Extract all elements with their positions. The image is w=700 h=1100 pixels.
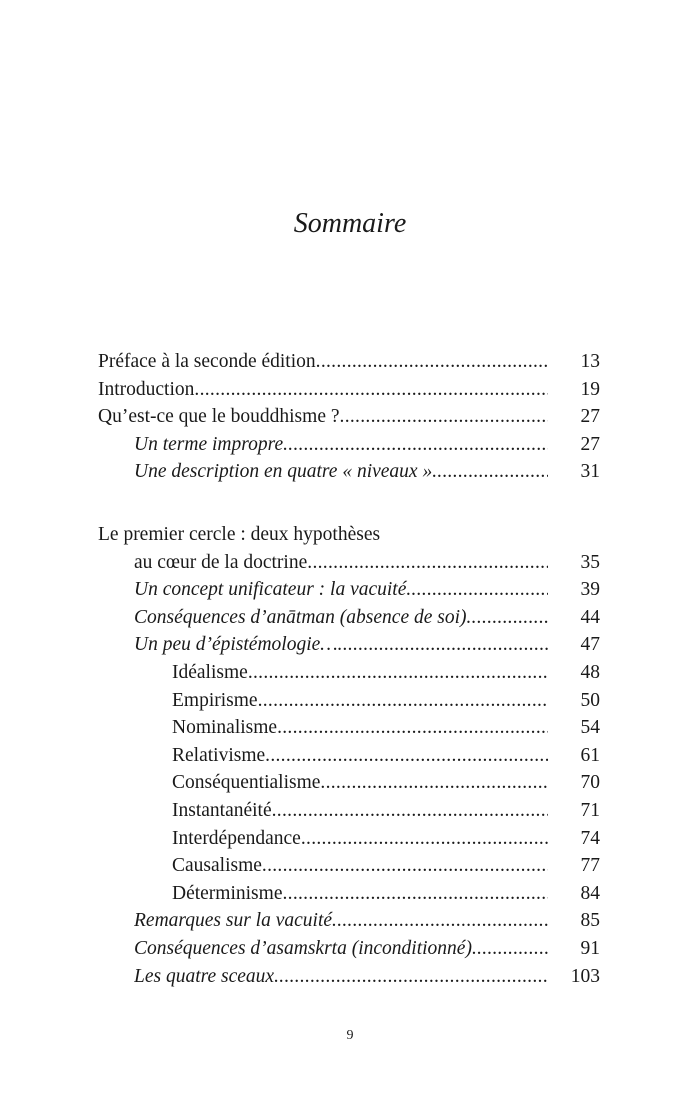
toc-entry-title: Nominalisme bbox=[172, 717, 278, 739]
toc-entry bbox=[0, 797, 700, 825]
toc-entry bbox=[0, 604, 700, 632]
toc-entry bbox=[0, 742, 700, 770]
toc-entry-page: 27 bbox=[580, 406, 600, 428]
toc-entry-page: 50 bbox=[580, 689, 600, 711]
toc-entry-page: 74 bbox=[580, 827, 600, 849]
toc-entry-title: Conséquences d’anātman (absence de soi) bbox=[134, 606, 467, 628]
toc-section-1 bbox=[0, 348, 700, 486]
toc-entry-title: Un concept unificateur : la vacuité bbox=[134, 579, 407, 601]
toc-entry-page: 35 bbox=[580, 551, 600, 573]
dot-leader bbox=[340, 403, 548, 431]
toc-entry bbox=[0, 576, 700, 604]
toc-entry-leader bbox=[98, 376, 548, 404]
toc-entry-title: Interdépendance bbox=[172, 827, 301, 849]
toc-entry bbox=[0, 348, 700, 376]
toc-entry bbox=[0, 431, 700, 459]
toc-entry bbox=[0, 403, 700, 431]
toc-entry bbox=[0, 769, 700, 797]
toc-entry-leader bbox=[134, 631, 548, 659]
toc-entry-page: 61 bbox=[580, 744, 600, 766]
toc-entry-title: Idéalisme bbox=[172, 661, 248, 683]
toc-entry-title: Instantanéité bbox=[172, 799, 272, 821]
toc-entry-leader bbox=[172, 880, 548, 908]
toc-section-heading bbox=[0, 521, 700, 549]
toc-entry bbox=[0, 714, 700, 742]
dot-leader bbox=[432, 458, 548, 486]
toc-entry-title: Empirisme bbox=[172, 689, 258, 711]
dot-leader bbox=[283, 431, 548, 459]
toc-entry-leader bbox=[98, 403, 548, 431]
toc-entry-leader bbox=[134, 963, 548, 991]
toc-entry-leader bbox=[134, 549, 548, 577]
toc-entry-title: Conséquences d’asamskrta (inconditionné) bbox=[134, 937, 472, 959]
toc-entry bbox=[0, 907, 700, 935]
toc-entry-page: 31 bbox=[580, 461, 600, 483]
toc-entry-page: 47 bbox=[580, 634, 600, 656]
toc-entry-page: 48 bbox=[580, 661, 600, 683]
page-number: 9 bbox=[346, 1028, 354, 1043]
toc-entry-title: au cœur de la doctrine bbox=[134, 551, 308, 573]
dot-leader bbox=[338, 631, 548, 659]
toc-entry-title: Remarques sur la vacuité bbox=[134, 910, 333, 932]
dot-leader bbox=[194, 376, 548, 404]
toc-entry bbox=[0, 963, 700, 991]
dot-leader bbox=[265, 742, 548, 770]
toc-entry-leader bbox=[134, 458, 548, 486]
toc-entry-leader bbox=[172, 825, 548, 853]
toc-entry-leader bbox=[134, 576, 548, 604]
toc-entry-page: 44 bbox=[580, 606, 600, 628]
dot-leader bbox=[332, 907, 548, 935]
toc-entry-leader bbox=[134, 907, 548, 935]
dot-leader bbox=[316, 348, 548, 376]
toc-entry-leader bbox=[134, 935, 548, 963]
dot-leader bbox=[472, 935, 548, 963]
page-title: Sommaire bbox=[293, 208, 407, 239]
toc-entry-leader bbox=[172, 687, 548, 715]
toc-entry-leader bbox=[172, 769, 548, 797]
dot-leader bbox=[272, 797, 548, 825]
toc-entry bbox=[0, 825, 700, 853]
dot-leader bbox=[307, 549, 548, 577]
toc-entry-page: 77 bbox=[580, 855, 600, 877]
toc-entry-title: Un peu d’épistémologie… bbox=[134, 634, 338, 656]
toc-entry-title: Une description en quatre « niveaux » bbox=[134, 461, 433, 483]
toc-section-2 bbox=[0, 521, 700, 990]
toc-entry bbox=[0, 631, 700, 659]
toc-entry bbox=[0, 852, 700, 880]
toc-entry-leader bbox=[98, 348, 548, 376]
dot-leader bbox=[277, 714, 548, 742]
toc-entry-title: Préface à la seconde édition bbox=[98, 351, 316, 372]
dot-leader bbox=[258, 687, 548, 715]
toc-entry-title: Conséquentialisme bbox=[172, 772, 321, 794]
toc-entry-title: Qu’est-ce que le bouddhisme ? bbox=[98, 406, 340, 428]
toc-entry-leader bbox=[172, 714, 548, 742]
toc-entry-page: 70 bbox=[580, 772, 600, 794]
toc-entry-page: 27 bbox=[580, 433, 600, 455]
toc-entry bbox=[0, 935, 700, 963]
toc-entry-title: Relativisme bbox=[172, 744, 266, 766]
toc-entry-page: 84 bbox=[580, 882, 600, 904]
toc-entry-page: 103 bbox=[570, 965, 600, 987]
toc-heading-text: Le premier cercle : deux hypothèses bbox=[98, 524, 381, 545]
toc-entry-leader bbox=[172, 742, 548, 770]
toc-entry-title: Causalisme bbox=[172, 855, 262, 877]
dot-leader bbox=[406, 576, 548, 604]
dot-leader bbox=[467, 604, 549, 632]
toc-entry-title: Introduction bbox=[98, 378, 195, 400]
toc-entry-title: Un terme impropre bbox=[134, 433, 284, 455]
dot-leader bbox=[248, 659, 548, 687]
toc-entry-page: 39 bbox=[580, 579, 600, 601]
dot-leader bbox=[262, 852, 548, 880]
toc-entry-leader bbox=[172, 797, 548, 825]
toc-entry-leader bbox=[134, 431, 548, 459]
toc-entry-page: 19 bbox=[580, 378, 600, 400]
dot-leader bbox=[282, 880, 548, 908]
toc-entry-title: Déterminisme bbox=[172, 882, 283, 904]
toc-entry bbox=[0, 880, 700, 908]
toc-entry-page: 85 bbox=[580, 910, 600, 932]
toc-entry bbox=[0, 458, 700, 486]
dot-leader bbox=[301, 825, 548, 853]
dot-leader bbox=[274, 963, 548, 991]
toc-entry bbox=[0, 376, 700, 404]
toc-entry-page: 91 bbox=[580, 937, 600, 959]
toc-entry bbox=[0, 687, 700, 715]
dot-leader bbox=[320, 769, 548, 797]
toc-entry-leader bbox=[172, 852, 548, 880]
toc-entry bbox=[0, 659, 700, 687]
toc-entry-page: 13 bbox=[580, 351, 600, 372]
toc-entry bbox=[0, 549, 700, 577]
toc-entry-title: Les quatre sceaux bbox=[134, 965, 275, 987]
toc-entry-leader bbox=[134, 604, 548, 632]
toc-entry-page: 71 bbox=[580, 799, 600, 821]
toc-entry-leader bbox=[172, 659, 548, 687]
toc-entry-page: 54 bbox=[580, 717, 600, 739]
